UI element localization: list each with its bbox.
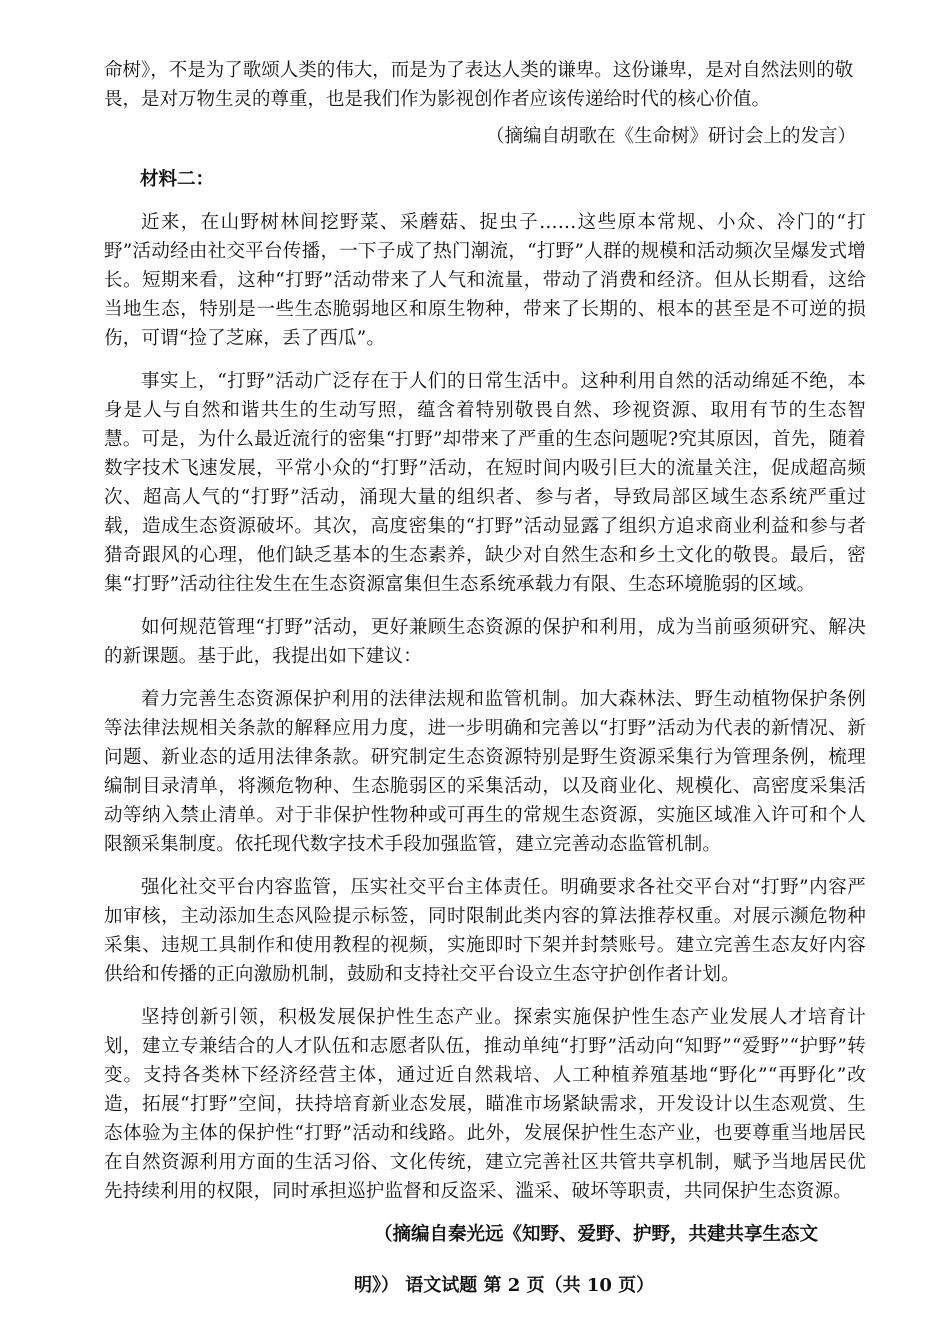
intro-line-2: 畏，是对万物生灵的尊重，也是我们作为影视创作者应该传递给时代的核心价值。: [104, 89, 771, 110]
paragraph: 如何规范管理“打野”活动，更好兼顾生态资源的保护和利用，成为当前亟须研究、解决的新课题。基于此，我提出如下建议：: [104, 617, 867, 667]
source-citation-2: （摘编自秦光远《知野、爱野、护野，共建共享生态文: [374, 1224, 819, 1245]
material-heading: 材料二：: [140, 169, 215, 190]
paragraph: 事实上，“打野”活动广泛存在于人们的日常生活中。这种利用自然的活动绵延不绝，本身是人与自然和谐共生的生动写照，蕴含着特别敬畏自然、珍视资源、取用有节的生态智慧。可是，为什么最近流行的密集“打野”却带来了严重的生态问题呢?究其原因，首先，随着数字技术飞速发展，平常小众的“打野”活动，在短时间内吸引巨大的流量关注，促成超高频次、超高人气的“打野”活动，涌现大量的组织者、参与者，导致局部区域生态系统严重过载，造成生态资源破坏。其次，高度密集的“打野”活动显露了组织方追求商业利益和参与者猎奇跟风的心理，他们缺乏基本的生态素养，缺少对自然生态和乡土文化的敬畏。最后，密集“打野”活动往往发生在生态资源富集但生态系统承载力有限、生态环境脆弱的区域。: [104, 371, 866, 595]
paragraph: 强化社交平台内容监管，压实社交平台主体责任。明确要求各社交平台对“打野”内容严加审核，主动添加生态风险提示标签，同时限制此类内容的算法推荐权重。对展示濒危物种采集、违规工具制作和使用教程的视频，实施即时下架并封禁账号。建立完善生态友好内容供给和传播的正向激励机制，鼓励和支持社交平台设立生态守护创作者计划。: [104, 877, 866, 985]
paragraph: 坚持创新引领，积极发展保护性生态产业。探索实施保护性生态产业发展人才培育计划，建立专兼结合的人才队伍和志愿者队伍，推动单纯“打野”活动向“知野”“爱野”“护野”转变。支持各类林下经济经营主体，通过近自然栽培、人工种植养殖基地“野化”“再野化”改造，拓展“打野”空间，扶持培育新业态发展，瞄准市场紧缺需求，开发设计以生态观赏、生态体验为主体的保护性“打野”活动和线路。此外，发展保护性生态产业，也要尊重当地居民在自然资源利用方面的生活习俗、文化传统，建立完善社区共管共享机制，赋予当地居民优先持续利用的权限，同时承担巡护监督和反盗采、滥采、破坏等职责，共同保护生态资源。: [104, 1007, 866, 1202]
paragraph: 近来，在山野树林间挖野菜、采蘑菇、捉虫子……这些原本常规、小众、冷门的“打野”活动经由社交平台传播，一下子成了热门潮流，“打野”人群的规模和活动频次呈爆发式增长。短期来看，这种“打野”活动带来了人气和流量，带动了消费和经济。但从长期看，这给当地生态，特别是一些生态脆弱地区和原生物种，带来了长期的、根本的甚至是不可逆的损伤，可谓“捡了芝麻，丢了西瓜”。: [104, 212, 866, 349]
source-citation-1: （摘编自胡歌在《生命树》研讨会上的发言）: [485, 126, 856, 147]
page-footer: 明》） 语文试题 第 2 页（共 10 页）: [354, 1275, 655, 1296]
paragraph: 着力完善生态资源保护利用的法律法规和监管机制。加大森林法、野生动植物保护条例等法律法规相关条款的解释应用力度，进一步明确和完善以“打野”活动为代表的新情况、新问题、新业态的适用法律条款。研究制定生态资源特别是野生资源采集行为管理条例，梳理编制目录清单，将濒危物种、生态脆弱区的采集活动，以及商业化、规模化、高密度采集活动等纳入禁止清单。对于非保护性物种或可再生的常规生态资源，实施区域准入许可和个人限额采集制度。依托现代数字技术手段加强监管，建立完善动态监管机制。: [104, 689, 866, 855]
intro-line-1: 命树》，不是为了歌颂人类的伟大，而是为了表达人类的谦卑。这份谦卑，是对自然法则的敬: [104, 60, 854, 81]
